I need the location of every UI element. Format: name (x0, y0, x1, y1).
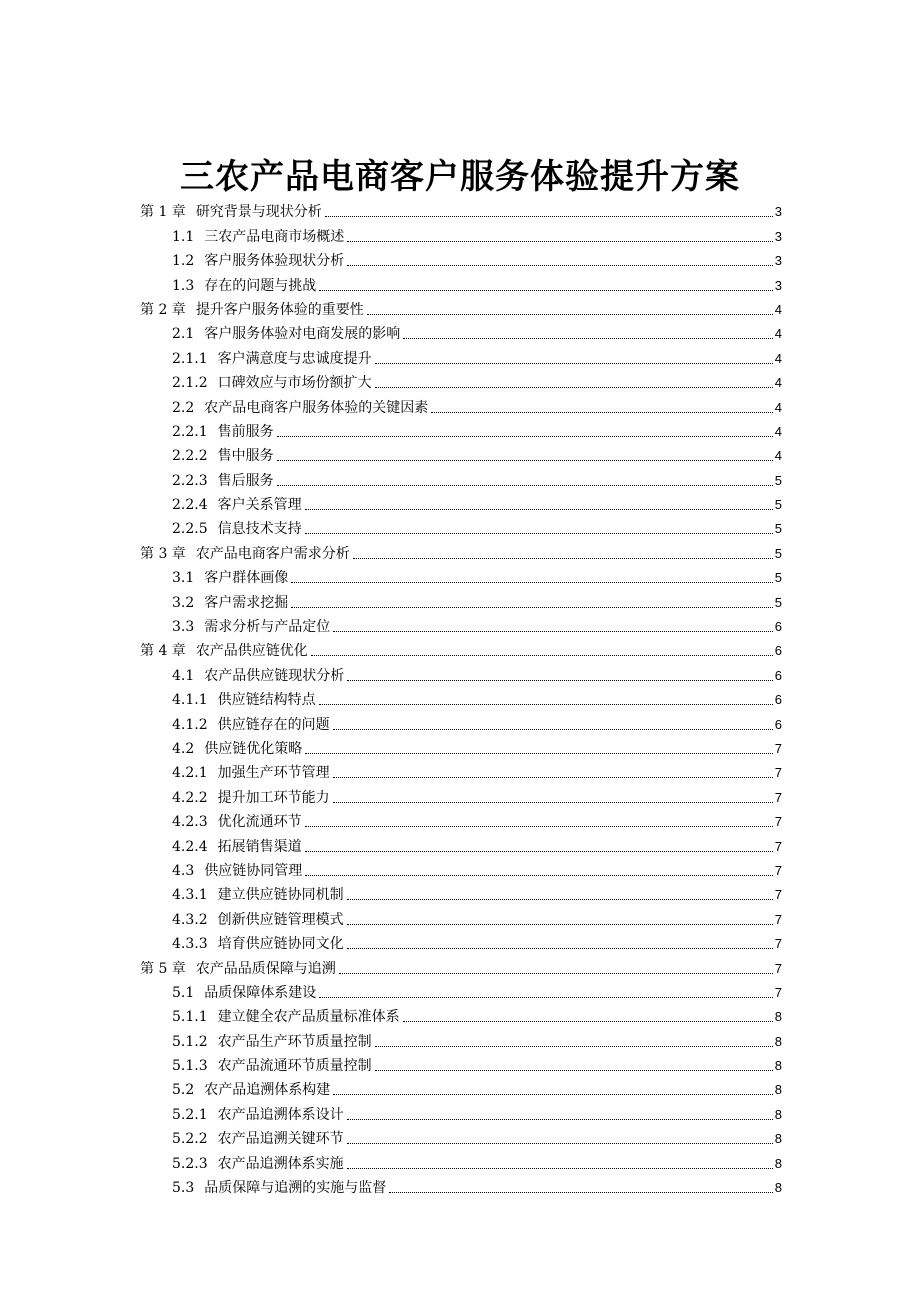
toc-entry[interactable] (140, 514, 782, 538)
toc-entry-title: 供应链协同管理 (204, 862, 303, 879)
toc-entry-title: 农产品供应链现状分析 (204, 667, 345, 684)
toc-dot-leader (339, 972, 773, 974)
toc-entry-number: 2.1.2 (172, 375, 208, 392)
toc-entry-number: 第 1 章 (140, 204, 186, 221)
toc-dot-leader (347, 1167, 773, 1169)
toc-dot-leader (367, 313, 773, 315)
toc-entry[interactable] (140, 953, 782, 977)
toc-page-number: 5 (774, 521, 782, 537)
toc-entry[interactable] (140, 417, 782, 441)
toc-dot-leader (291, 581, 773, 583)
toc-page-number: 5 (774, 545, 782, 561)
toc-entry[interactable] (140, 1099, 782, 1123)
toc-dot-leader (277, 484, 773, 486)
toc-dot-leader (311, 654, 773, 656)
toc-entry-number: 4.1 (172, 667, 195, 684)
toc-dot-leader (333, 776, 773, 778)
toc-page-number: 6 (774, 692, 782, 708)
toc-entry-number: 5.3 (172, 1180, 195, 1197)
toc-dot-leader (347, 923, 773, 925)
toc-entry-title: 提升客户服务体验的重要性 (195, 301, 364, 318)
toc-entry-title: 培育供应链协同文化 (217, 936, 344, 953)
toc-entry-number: 2.1.1 (172, 350, 208, 367)
toc-dot-leader (347, 240, 773, 242)
toc-dot-leader (389, 1191, 773, 1193)
toc-entry-number: 4.2 (172, 740, 195, 757)
toc-entry-title: 研究背景与现状分析 (195, 204, 322, 221)
toc-entry-number: 5.1 (172, 984, 195, 1001)
toc-entry[interactable] (140, 612, 782, 636)
toc-entry-title: 加强生产环节管理 (217, 765, 330, 782)
toc-page-number: 4 (774, 326, 782, 342)
toc-entry-title: 建立供应链协同机制 (217, 887, 344, 904)
toc-entry-number: 4.1.1 (172, 692, 208, 709)
toc-dot-leader (277, 459, 773, 461)
toc-dot-leader (277, 435, 773, 437)
toc-dot-leader (319, 289, 773, 291)
toc-dot-leader (375, 1045, 773, 1047)
toc-entry-number: 1.3 (172, 277, 195, 294)
toc-entry-title: 农产品追溯体系实施 (217, 1155, 344, 1172)
toc-page-number: 4 (774, 375, 782, 391)
toc-entry[interactable] (140, 1124, 782, 1148)
toc-page-number: 8 (774, 1009, 782, 1025)
toc-entry-title: 三农产品电商市场概述 (204, 228, 345, 245)
toc-page-number: 8 (774, 1058, 782, 1074)
toc-entry-title: 客户满意度与忠诚度提升 (217, 350, 372, 367)
toc-entry[interactable] (140, 538, 782, 562)
toc-entry[interactable] (140, 1026, 782, 1050)
toc-dot-leader (347, 898, 773, 900)
toc-entry-title: 售后服务 (217, 472, 274, 489)
toc-entry-number: 4.1.2 (172, 716, 208, 733)
toc-entry[interactable] (140, 319, 782, 343)
toc-entry-title: 售前服务 (217, 423, 274, 440)
toc-entry-title: 客户群体画像 (204, 570, 289, 587)
toc-entry-number: 5.1.2 (172, 1033, 208, 1050)
toc-dot-leader (353, 557, 773, 559)
toc-entry-number: 5.2.3 (172, 1155, 208, 1172)
toc-page-number: 7 (774, 984, 782, 1000)
toc-page-number: 8 (774, 1082, 782, 1098)
toc-entry-title: 供应链结构特点 (217, 692, 316, 709)
toc-entry[interactable] (140, 465, 782, 489)
toc-entry-title: 农产品生产环节质量控制 (217, 1033, 372, 1050)
toc-dot-leader (333, 801, 773, 803)
toc-entry[interactable] (140, 880, 782, 904)
toc-dot-leader (333, 728, 773, 730)
toc-page-number: 6 (774, 716, 782, 732)
toc-dot-leader (305, 850, 773, 852)
toc-entry-number: 2.2.1 (172, 423, 208, 440)
toc-entry-number: 5.1.1 (172, 1009, 208, 1026)
toc-entry[interactable] (140, 978, 782, 1002)
toc-entry-title: 提升加工环节能力 (217, 789, 330, 806)
toc-page-number: 4 (774, 448, 782, 464)
toc-entry-title: 存在的问题与挑战 (204, 277, 317, 294)
toc-dot-leader (375, 362, 773, 364)
toc-entry-number: 2.1 (172, 326, 195, 343)
toc-page-number: 7 (774, 887, 782, 903)
toc-entry-title: 优化流通环节 (217, 814, 302, 831)
toc-page-number: 8 (774, 1033, 782, 1049)
toc-dot-leader (305, 825, 773, 827)
toc-entry-title: 农产品电商客户服务体验的关键因素 (204, 399, 429, 416)
toc-entry-title: 农产品品质保障与追溯 (195, 960, 336, 977)
toc-page-number: 8 (774, 1155, 782, 1171)
toc-entry[interactable] (140, 1173, 782, 1197)
toc-dot-leader (305, 874, 773, 876)
toc-entry-number: 2.2.5 (172, 521, 208, 538)
toc-entry-number: 第 3 章 (140, 545, 186, 562)
toc-page-number: 6 (774, 643, 782, 659)
toc-entry-number: 5.1.3 (172, 1058, 208, 1075)
toc-page-number: 7 (774, 838, 782, 854)
toc-entry[interactable] (140, 392, 782, 416)
toc-page-number: 7 (774, 936, 782, 952)
toc-entry-number: 4.3.1 (172, 887, 208, 904)
toc-entry-number: 4.2.4 (172, 838, 208, 855)
toc-entry-title: 农产品流通环节质量控制 (217, 1058, 372, 1075)
toc-entry[interactable] (140, 734, 782, 758)
toc-entry-number: 4.3.2 (172, 911, 208, 928)
toc-entry-number: 3.1 (172, 570, 195, 587)
toc-page-number: 5 (774, 594, 782, 610)
toc-entry[interactable] (140, 1002, 782, 1026)
toc-entry-number: 3.3 (172, 619, 195, 636)
toc-dot-leader (347, 679, 773, 681)
toc-page-number: 4 (774, 399, 782, 415)
toc-page-number: 7 (774, 765, 782, 781)
toc-dot-leader (347, 1118, 773, 1120)
toc-entry-title: 客户需求挖掘 (204, 594, 289, 611)
toc-entry-title: 农产品追溯关键环节 (217, 1131, 344, 1148)
toc-dot-leader (347, 947, 773, 949)
toc-entry[interactable] (140, 368, 782, 392)
toc-page-number: 3 (774, 204, 782, 220)
toc-entry-title: 农产品供应链优化 (195, 643, 308, 660)
toc-page-number: 7 (774, 789, 782, 805)
toc-entry[interactable] (140, 221, 782, 245)
toc-dot-leader (403, 337, 773, 339)
toc-page-number: 8 (774, 1106, 782, 1122)
toc-dot-leader (305, 752, 773, 754)
toc-entry-title: 供应链存在的问题 (217, 716, 330, 733)
toc-dot-leader (325, 215, 773, 217)
toc-entry[interactable] (140, 587, 782, 611)
toc-entry-number: 2.2.3 (172, 472, 208, 489)
toc-entry[interactable] (140, 295, 782, 319)
toc-entry-number: 4.3 (172, 862, 195, 879)
toc-entry[interactable] (140, 1148, 782, 1172)
toc-entry-title: 建立健全农产品质量标准体系 (217, 1009, 400, 1026)
toc-dot-leader (305, 508, 773, 510)
toc-entry-number: 5.2.2 (172, 1131, 208, 1148)
toc-page-number: 8 (774, 1180, 782, 1196)
toc-dot-leader (333, 1093, 773, 1095)
toc-entry-title: 客户服务体验现状分析 (204, 253, 345, 270)
toc-entry-title: 农产品追溯体系设计 (217, 1106, 344, 1123)
toc-entry[interactable] (140, 782, 782, 806)
toc-page-number: 7 (774, 911, 782, 927)
toc-entry-title: 拓展销售渠道 (217, 838, 302, 855)
toc-page-number: 4 (774, 423, 782, 439)
table-of-contents (140, 197, 782, 1197)
toc-entry-number: 第 4 章 (140, 643, 186, 660)
toc-entry[interactable] (140, 563, 782, 587)
toc-dot-leader (375, 386, 773, 388)
toc-entry[interactable] (140, 197, 782, 221)
toc-entry[interactable] (140, 758, 782, 782)
toc-entry-number: 2.2 (172, 399, 195, 416)
toc-dot-leader (319, 703, 773, 705)
toc-dot-leader (375, 1069, 773, 1071)
toc-dot-leader (431, 411, 773, 413)
toc-entry-number: 1.2 (172, 253, 195, 270)
toc-entry[interactable] (140, 807, 782, 831)
toc-entry[interactable] (140, 490, 782, 514)
toc-entry-title: 客户关系管理 (217, 497, 302, 514)
toc-entry[interactable] (140, 246, 782, 270)
toc-entry-title: 信息技术支持 (217, 521, 302, 538)
toc-entry[interactable] (140, 343, 782, 367)
toc-page-number: 7 (774, 862, 782, 878)
toc-page-number: 4 (774, 350, 782, 366)
toc-entry-title: 客户服务体验对电商发展的影响 (204, 326, 401, 343)
toc-entry-title: 农产品电商客户需求分析 (195, 545, 350, 562)
toc-entry-number: 4.2.1 (172, 765, 208, 782)
toc-page-number: 6 (774, 619, 782, 635)
toc-page-number: 7 (774, 814, 782, 830)
toc-entry-number: 4.2.2 (172, 789, 208, 806)
toc-page-number: 8 (774, 1131, 782, 1147)
toc-entry[interactable] (140, 636, 782, 660)
toc-entry[interactable] (140, 1075, 782, 1099)
toc-entry[interactable] (140, 685, 782, 709)
toc-page-number: 6 (774, 667, 782, 683)
toc-dot-leader (347, 264, 773, 266)
toc-page-number: 7 (774, 960, 782, 976)
toc-entry-number: 2.2.2 (172, 448, 208, 465)
toc-dot-leader (305, 532, 773, 534)
toc-dot-leader (403, 1020, 773, 1022)
toc-entry-title: 品质保障体系建设 (204, 984, 317, 1001)
toc-dot-leader (291, 606, 773, 608)
toc-page-number: 5 (774, 570, 782, 586)
toc-entry-title: 供应链优化策略 (204, 740, 303, 757)
toc-entry-number: 5.2 (172, 1082, 195, 1099)
toc-dot-leader (333, 630, 773, 632)
toc-page-number: 3 (774, 277, 782, 293)
toc-page-number: 5 (774, 472, 782, 488)
toc-entry[interactable] (140, 270, 782, 294)
toc-entry-number: 3.2 (172, 594, 195, 611)
toc-entry-number: 2.2.4 (172, 497, 208, 514)
toc-entry[interactable] (140, 660, 782, 684)
toc-entry-number: 4.3.3 (172, 936, 208, 953)
toc-page-number: 4 (774, 301, 782, 317)
toc-page-number: 3 (774, 228, 782, 244)
toc-entry-title: 品质保障与追溯的实施与监督 (204, 1180, 387, 1197)
toc-page-number: 3 (774, 253, 782, 269)
toc-entry-title: 创新供应链管理模式 (217, 911, 344, 928)
toc-entry[interactable] (140, 856, 782, 880)
toc-page-number: 5 (774, 497, 782, 513)
document-title: 三农产品电商客户服务体验提升方案 (180, 156, 740, 197)
toc-entry[interactable] (140, 441, 782, 465)
toc-entry-title: 需求分析与产品定位 (204, 619, 331, 636)
toc-entry[interactable] (140, 1051, 782, 1075)
toc-page-number: 7 (774, 740, 782, 756)
toc-entry[interactable] (140, 831, 782, 855)
toc-entry-title: 农产品追溯体系构建 (204, 1082, 331, 1099)
toc-entry-title: 售中服务 (217, 448, 274, 465)
toc-entry[interactable] (140, 709, 782, 733)
toc-entry-number: 4.2.3 (172, 814, 208, 831)
toc-entry-number: 1.1 (172, 228, 195, 245)
toc-entry-number: 第 2 章 (140, 301, 186, 318)
toc-entry[interactable] (140, 929, 782, 953)
toc-entry[interactable] (140, 904, 782, 928)
toc-entry-number: 5.2.1 (172, 1106, 208, 1123)
toc-entry-title: 口碑效应与市场份额扩大 (217, 375, 372, 392)
toc-entry-number: 第 5 章 (140, 960, 186, 977)
toc-dot-leader (319, 996, 773, 998)
toc-dot-leader (347, 1142, 773, 1144)
